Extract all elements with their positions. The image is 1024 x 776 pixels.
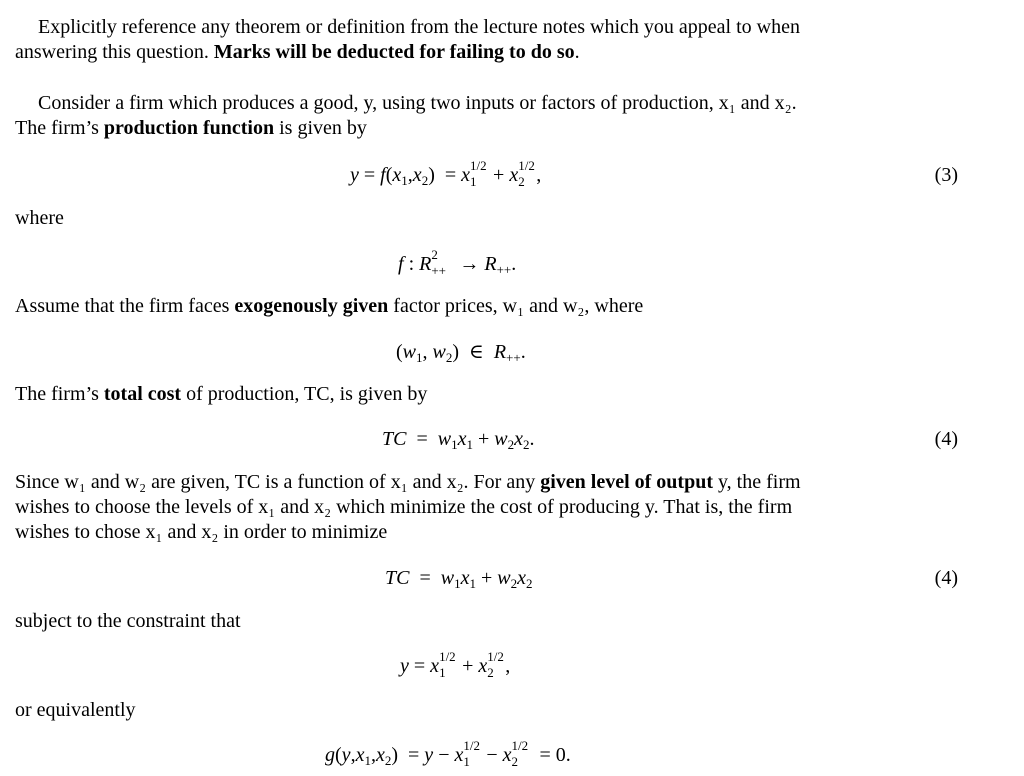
equation-number: (4) (934, 567, 958, 589)
exogenous-term: exogenously given (234, 295, 389, 317)
production-function-equation: $y = f(x_1,x_2) = x$ 1/2 1 + x 1/2 2 , (350, 158, 542, 189)
objective-equation: TC = $w_1x_1 + w_2x_2$ (385, 567, 533, 591)
production-function-term: production function (103, 117, 275, 139)
minimization-line-3: wishes to chose x₁ and x₂ in order to minimize (15, 521, 388, 543)
total-cost-equation: TC = $w_1x_1 + w_2x_2$. (382, 428, 535, 452)
given-output-term: given level of output (540, 471, 713, 493)
function-domain-equation: f : R 2 ++ → $R_{++}$. (398, 247, 517, 278)
factor-prices-equation: ($w_1$, $w_2$) ∈ $R_{++}$. (396, 341, 526, 365)
instruction-line-2: answering this question. Marks will be deducted for failing to do so. (15, 41, 580, 63)
where-label: where (15, 207, 64, 229)
equivalently-label: or equivalently (15, 699, 136, 721)
firm-description-line-1: Consider a firm which produces a good, y, using two inputs or factors of production, x₁ and x₂. (38, 92, 797, 114)
instruction-line-1: Explicitly reference any theorem or definition from the lecture notes which you appeal to when (38, 16, 800, 38)
constraint-equation: y = x 1/2 1 + x 1/2 2 , (400, 649, 511, 680)
minimization-line-1: Since w₁ and w₂ are given, TC is a function of x₁ and x₂. For any given level of output y, the firm (15, 471, 801, 493)
total-cost-line: The firm’s total cost of production, TC, is given by (15, 383, 428, 405)
constraint-function-equation: $g(y,x_1,x_2) = y - x$ 1/2 1 − x 1/2 2 = 0. (325, 738, 571, 769)
equation-number: (3) (934, 164, 958, 186)
total-cost-term: total cost (103, 383, 182, 405)
minimization-line-2: wishes to choose the levels of x₁ and x₂ which minimize the cost of producing y. That is, the firm (15, 496, 793, 518)
equation-number: (4) (934, 428, 958, 450)
deduction-warning: Marks will be deducted for failing to do so (213, 41, 575, 63)
constraint-label: subject to the constraint that (15, 610, 241, 632)
factor-prices-line: Assume that the firm faces exogenously given factor prices, w₁ and w₂, where (15, 295, 644, 317)
firm-description-line-2: The firm’s production function is given by (15, 117, 367, 139)
